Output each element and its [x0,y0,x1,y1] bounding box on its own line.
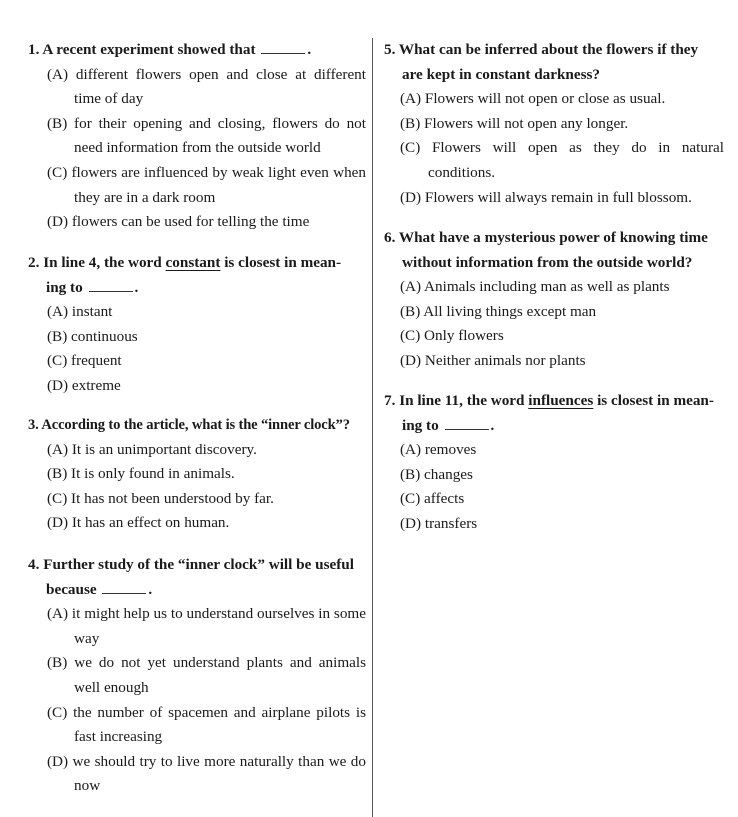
option-a: (A) Flowers will not open or close as usual. [400,90,666,108]
question-6-stem: 6. What have a mysterious power of knowing time without information from the outside world? [384,229,708,271]
option-b: (B) Flowers will not open any longer. [400,114,629,132]
option-a: (A) removes [400,441,477,459]
question-4 [28,553,366,799]
question-6 [384,226,724,374]
option-b: (B) It is only found in animals. [47,465,235,483]
question-5-stem: 5. What can be inferred about the flowers if they are kept in constant darkness? [384,41,699,83]
question-7-stem: 7. In line 11, the word influences is closest in mean- ing to . [384,392,714,434]
option-c: (C) frequent [47,352,122,370]
column-divider [372,38,373,817]
option-a: (A) different flowers open and close at different time of day [47,65,366,108]
question-2-stem: 2. In line 4, the word constant is closest in mean- ing to . [28,254,342,296]
option-d: (D) transfers [400,514,478,532]
option-d: (D) Neither animals nor plants [400,351,586,369]
option-a: (A) instant [47,303,113,321]
option-b: (B) we do not yet understand plants and animals well enough [47,654,366,696]
option-b: (B) for their opening and closing, flowers do not need information from the outside world [47,114,366,157]
option-d: (D) It has an effect on human. [47,514,230,532]
answer-blank [445,415,489,430]
option-d: (D) Flowers will always remain in full blossom. [400,188,692,206]
question-1 [28,38,366,235]
option-c: (C) Only flowers [400,327,504,345]
option-d: (D) we should try to live more naturally than we do now [47,752,366,795]
answer-blank [89,277,133,292]
option-a: (A) it might help us to understand ourselves in some way [47,605,366,647]
answer-blank [102,579,146,594]
option-d: (D) flowers can be used for telling the time [47,213,310,231]
question-3-stem: 3. According to the article, what is the “inner clock”? [28,417,350,433]
option-b: (B) changes [400,465,473,483]
option-d: (D) extreme [47,376,121,394]
question-7 [384,389,724,537]
answer-blank [261,39,305,54]
option-b: (B) continuous [47,327,138,345]
question-3 [28,413,366,536]
question-5 [384,38,724,210]
option-a: (A) Animals including man as well as plants [400,278,670,296]
option-c: (C) Flowers will open as they do in natural conditions. [400,139,724,181]
option-c: (C) the number of spacemen and airplane pilots is fast increasing [47,703,366,746]
option-a: (A) It is an unimportant discovery. [47,440,257,458]
option-b: (B) All living things except man [400,302,597,320]
underlined-word: influences [528,392,594,409]
option-c: (C) flowers are influenced by weak light even when they are in a dark room [47,163,366,206]
underlined-word: constant [165,254,221,271]
option-c: (C) affects [400,490,465,508]
question-2 [28,251,366,399]
question-1-stem: 1. A recent experiment showed that . [28,41,312,58]
option-c: (C) It has not been understood by far. [47,489,274,507]
question-4-stem: 4. Further study of the “inner clock” will be useful because . [28,556,354,598]
